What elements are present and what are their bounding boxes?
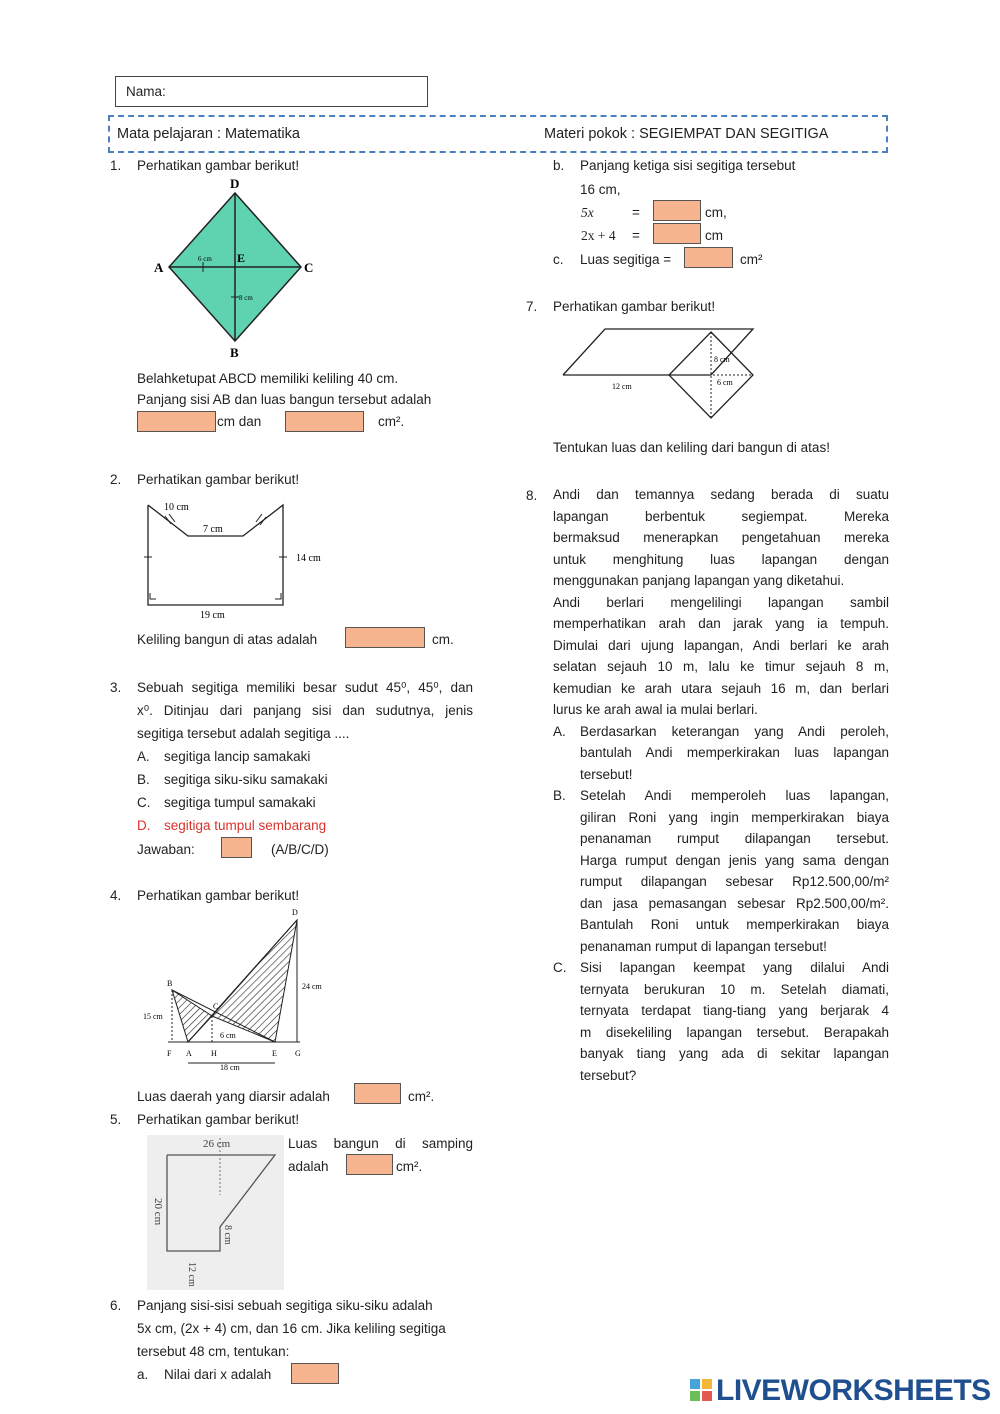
name-label: Nama: xyxy=(126,84,166,99)
q6-b-eq2: = xyxy=(632,228,640,243)
parallelogram-outline xyxy=(563,329,753,375)
q2-title: Perhatikan gambar berikut! xyxy=(137,472,300,487)
q4-title: Perhatikan gambar berikut! xyxy=(137,888,300,903)
q3-option-d-letter: D. xyxy=(137,818,151,833)
q5-shape-figure xyxy=(147,1135,284,1290)
label-d: D xyxy=(292,908,298,917)
q3-answer-label: Jawaban: xyxy=(137,842,195,857)
q1-number: 1. xyxy=(110,158,122,173)
q8-line: Andi berlari mengelilingi lapangan sambil xyxy=(553,594,889,610)
label-f: F xyxy=(167,1049,172,1058)
subject-text: Mata pelajaran : Matematika xyxy=(117,126,300,142)
q8-sub-line: giliran Roni yang ingin memperkirakan biaya xyxy=(580,809,889,825)
q8-sub-line: Berdasarkan keterangan yang Andi peroleh, xyxy=(580,723,889,739)
q4-hatched-figure xyxy=(140,905,340,1075)
q8-sub-line: tersebut? xyxy=(580,1067,637,1083)
q2-perimeter-input[interactable] xyxy=(345,627,425,648)
q3-option-c-letter: C. xyxy=(137,795,151,810)
q6-c-letter: c. xyxy=(553,252,564,267)
label-26cm: 26 cm xyxy=(203,1138,231,1150)
label-18cm: 18 cm xyxy=(220,1063,240,1072)
topic-text: Materi pokok : SEGIEMPAT DAN SEGITIGA xyxy=(544,126,829,142)
q6-line1: Panjang sisi-sisi sebuah segitiga siku-siku adalah xyxy=(137,1298,433,1313)
q3-number: 3. xyxy=(110,680,122,695)
q3-option-b: segitiga siku-siku samakaki xyxy=(164,772,328,787)
label-19cm: 19 cm xyxy=(200,610,225,621)
q2-unit: cm. xyxy=(432,632,454,647)
q3-option-b-letter: B. xyxy=(137,772,150,787)
q8-sub-a xyxy=(553,721,889,786)
q6-b-2x: 2x + 4 xyxy=(581,228,616,243)
q8-line: menggunakan panjang lapangan yang diketahui. xyxy=(553,573,845,588)
q8-number: 8. xyxy=(526,488,538,503)
q8-line: lurus ke arah awal ia mulai berlari. xyxy=(553,702,758,717)
q1-area-input[interactable] xyxy=(285,411,364,432)
q6-b-letter: b. xyxy=(553,158,565,173)
label-b: B xyxy=(230,345,239,360)
q4-text: Luas daerah yang diarsir adalah xyxy=(137,1089,330,1104)
q6-2x-input[interactable] xyxy=(653,223,701,244)
q8-sub-b xyxy=(553,785,889,957)
q5-unit: cm². xyxy=(396,1159,423,1174)
q8-line: Dimulai dari ujung lapangan, Andi berlari ke arah xyxy=(553,637,889,653)
q6-b-16: 16 cm, xyxy=(580,182,621,197)
q8-sub-line: penanaman rumput dilapangan tersebut. xyxy=(580,831,889,846)
q7-title: Perhatikan gambar berikut! xyxy=(553,299,716,314)
q5-number: 5. xyxy=(110,1112,122,1127)
q3-option-d: segitiga tumpul sembarang xyxy=(164,818,327,833)
q4-unit: cm². xyxy=(408,1089,435,1104)
label-15cm: 15 cm xyxy=(143,1012,163,1021)
q8-sub-line: bantulah Andi memperkirakan luas lapangan xyxy=(580,745,889,760)
label-6cm: 6 cm xyxy=(198,255,212,263)
label-24cm: 24 cm xyxy=(302,982,322,991)
hatched-triangle-right xyxy=(212,920,297,1042)
q8-line: kemudian ke arah utara sejauh 16 m, dan berlari xyxy=(553,680,889,696)
q5-title: Perhatikan gambar berikut! xyxy=(137,1112,300,1127)
logo-text: LIVEWORKSHEETS xyxy=(716,1374,991,1407)
q8-sub-line: Bantulah Roni untuk memperkirakan biaya xyxy=(580,917,889,932)
q6-b-eq1: = xyxy=(632,205,640,220)
q8-sub-b-letter: B. xyxy=(553,788,566,803)
label-h: H xyxy=(211,1049,217,1058)
q6-line3: tersebut 48 cm, tentukan: xyxy=(137,1344,290,1359)
q6-a-text: Nilai dari x adalah xyxy=(164,1367,272,1382)
label-e: E xyxy=(237,251,246,265)
q6-b-5x: 5x xyxy=(581,205,594,220)
q8-line: lapangan berbentuk segiempat. Mereka xyxy=(553,508,889,524)
q2-text: Keliling bangun di atas adalah xyxy=(137,632,318,647)
label-b: B xyxy=(167,979,173,988)
q8-sub-line: rumput dilapangan sebesar Rp12.500,00/m² xyxy=(580,874,889,889)
label-c: C xyxy=(213,1002,219,1011)
q6-b-text: Panjang ketiga sisi segitiga tersebut xyxy=(580,158,796,173)
q5-line1: Luas bangun di samping xyxy=(288,1136,473,1151)
q3-answer-input[interactable] xyxy=(221,837,252,858)
q6-c-text: Luas segitiga = xyxy=(580,252,672,267)
q1-line1: Belahketupat ABCD memiliki keliling 40 cm. xyxy=(137,371,399,386)
label-e: E xyxy=(272,1049,277,1058)
name-field xyxy=(115,76,428,107)
label-g: G xyxy=(295,1049,301,1058)
q8-sub-line: Harga rumput dengan jenis yang sama dengan xyxy=(580,852,889,868)
q1-rhombus-figure xyxy=(148,174,323,364)
q6-number: 6. xyxy=(110,1298,122,1313)
q8-sub-line: penanaman rumput di lapangan tersebut! xyxy=(580,938,827,954)
q8-line: Andi dan temannya sedang berada di suatu xyxy=(553,487,889,502)
q3-line2: x⁰. Ditinjau dari panjang sisi dan sudutnya, jenis xyxy=(137,703,473,718)
rhombus-outline xyxy=(711,329,771,375)
q3-option-a: segitiga lancip samakaki xyxy=(164,749,311,764)
q8-sub-a-letter: A. xyxy=(553,723,566,739)
label-7cm: 7 cm xyxy=(203,524,223,535)
q6-5x-input[interactable] xyxy=(653,200,701,221)
q8-sub-c xyxy=(553,957,889,1086)
q8-sub-line: ternyata berukuran 10 m. Setelah diamati, xyxy=(580,981,889,997)
label-6cm: 6 cm xyxy=(220,1031,236,1040)
q4-area-input[interactable] xyxy=(354,1083,401,1104)
q5-line2: adalah xyxy=(288,1159,329,1174)
label-a: A xyxy=(154,260,164,275)
q2-shape-figure xyxy=(140,495,340,625)
label-12cm: 12 cm xyxy=(612,382,632,391)
q5-area-input[interactable] xyxy=(346,1154,393,1175)
q6-c-unit: cm² xyxy=(740,252,763,267)
logo-icon xyxy=(690,1379,712,1401)
q2-number: 2. xyxy=(110,472,122,487)
label-6cm: 6 cm xyxy=(717,378,733,387)
q8-sub-line: tersebut! xyxy=(580,766,633,782)
label-10cm: 10 cm xyxy=(164,502,189,513)
q3-answer-hint: (A/B/C/D) xyxy=(271,842,329,857)
q8-line: memperhatikan arah dan jarak yang ia tempuh. xyxy=(553,616,889,631)
q3-option-c: segitiga tumpul samakaki xyxy=(164,795,316,810)
q8-line: bermaksud menerapkan pengetahuan mereka xyxy=(553,530,889,545)
q6-x-input[interactable] xyxy=(291,1363,339,1384)
q8-line: selatan sejauh 10 m, lalu ke timur sejauh 8 m, xyxy=(553,659,889,674)
q6-b-unit1: cm, xyxy=(705,205,727,220)
q8-sub-line: Sisi lapangan keempat yang dilalui Andi xyxy=(580,960,889,975)
label-c: C xyxy=(304,260,314,275)
q8-sub-line: dan jasa pemasangan sebesar Rp2.500,00/m². xyxy=(580,895,889,911)
q7-shape-figure xyxy=(560,322,775,427)
q4-number: 4. xyxy=(110,888,122,903)
q1-side-input[interactable] xyxy=(137,411,216,432)
q8-sub-line: banyak tiang yang ada di sekitar lapangan xyxy=(580,1046,889,1061)
q6-a-letter: a. xyxy=(137,1367,149,1382)
q3-line3: segitiga tersebut adalah segitiga .... xyxy=(137,726,350,741)
label-12cm: 12 cm xyxy=(186,1262,197,1287)
q1-title: Perhatikan gambar berikut! xyxy=(137,158,300,173)
q8-sub-c-letter: C. xyxy=(553,960,567,975)
label-8cm: 8 cm xyxy=(714,355,730,364)
label-20cm: 20 cm xyxy=(152,1198,164,1226)
q7-number: 7. xyxy=(526,299,538,314)
q7-text: Tentukan luas dan keliling dari bangun di atas! xyxy=(553,440,830,455)
label-a: A xyxy=(186,1049,192,1058)
q1-unit2: cm². xyxy=(378,414,405,429)
label-8cm: 8 cm xyxy=(222,1225,233,1245)
q8-sub-line: ternyata terdapat tiang-tiang yang berjarak 4 xyxy=(580,1003,889,1018)
label-14cm: 14 cm xyxy=(296,553,321,564)
q8-paragraph xyxy=(553,484,889,1086)
q6-b-unit2: cm xyxy=(705,228,723,243)
label-d: D xyxy=(230,176,240,191)
label-8cm: 8 cm xyxy=(239,294,253,302)
q6-area-input[interactable] xyxy=(684,247,733,268)
q3-option-a-letter: A. xyxy=(137,749,150,764)
q8-sub-line: Setelah Andi memperoleh luas lapangan, xyxy=(580,788,889,803)
hatched-triangle-left xyxy=(172,990,212,1042)
q3-line1: Sebuah segitiga memiliki besar sudut 45⁰, 45⁰, dan xyxy=(137,680,473,695)
subject-header xyxy=(108,115,888,153)
q6-line2: 5x cm, (2x + 4) cm, dan 16 cm. Jika keliling segitiga xyxy=(137,1321,446,1336)
q8-sub-line: m disekeliling lapangan tersebut. Berapakah xyxy=(580,1024,889,1040)
q8-line: untuk menghitung luas lapangan dengan xyxy=(553,551,889,567)
q1-line2: Panjang sisi AB dan luas bangun tersebut adalah xyxy=(137,392,432,407)
q1-unit1: cm dan xyxy=(217,414,262,429)
